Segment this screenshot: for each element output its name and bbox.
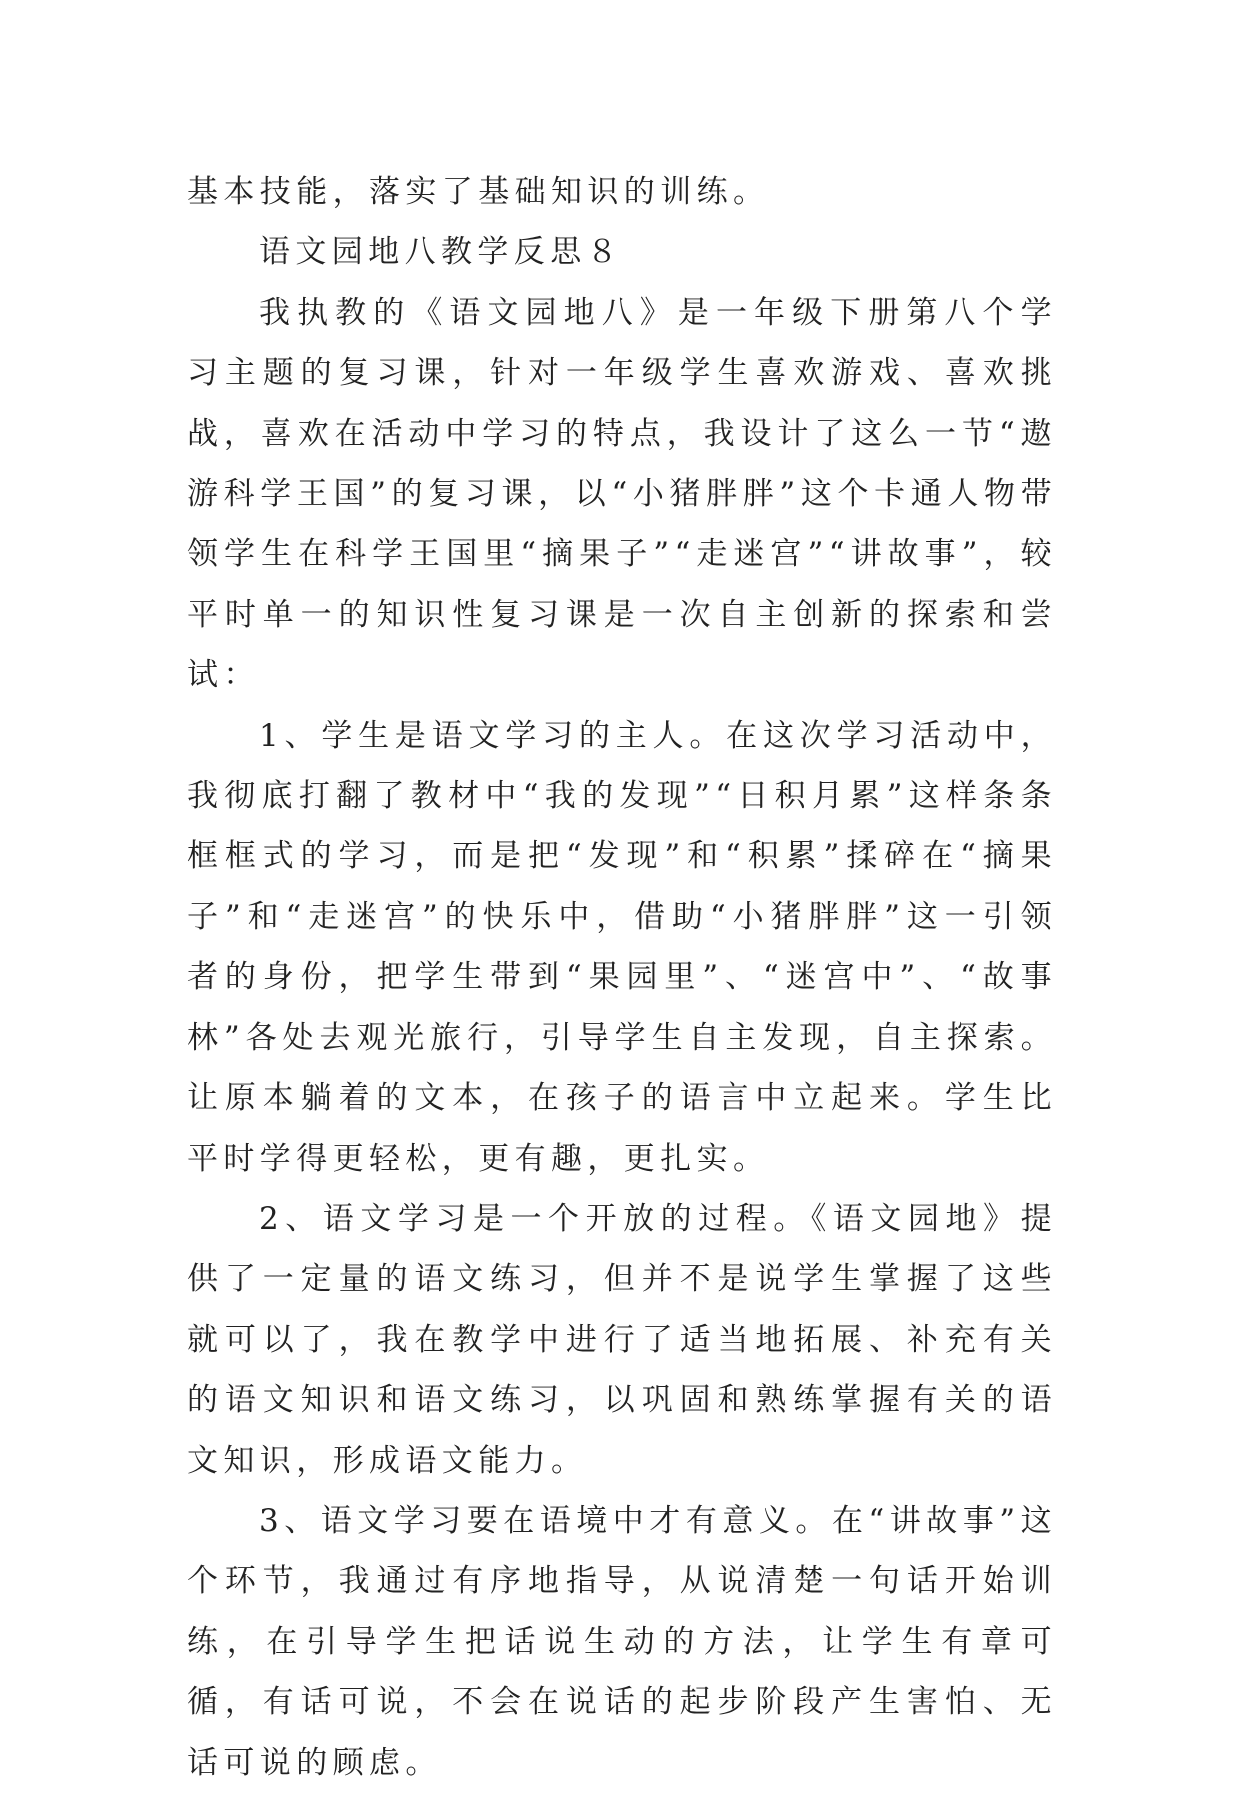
paragraph-point-2: 2、语文学习是一个开放的过程。《语文园地》提供了一定量的语文练习，但并不是说学生掌握了这些就可以了，我在教学中进行了适当地拓展、补充有关的语文知识和语文练习，以巩固和熟练掌握有关的语文知识，形成语文能力。 — [187, 1200, 1057, 1479]
paragraph-point-3: 3、语文学习要在语境中才有意义。在“讲故事”这个环节，我通过有序地指导，从说清楚一句话开始训练，在引导学生把话说生动的方法，让学生有章可循，有话可说，不会在说话的起步阶段产生害怕、无话可说的顾虑。 — [187, 1502, 1057, 1781]
section-heading: 语文园地八教学反思８ — [259, 234, 623, 271]
document-body — [187, 162, 1057, 1793]
paragraph-point-1: 1、学生是语文学习的主人。在这次学习活动中，我彻底打翻了教材中“我的发现”“日积月累”这样条条框框式的学习，而是把“发现”和“积累”揉碎在“摘果子”和“走迷宫”的快乐中，借助“小猪胖胖”这一引领者的身份，把学生带到“果园里”、“迷宫中”、“故事林”各处去观光旅行，引导学生自主发现，自主探索。让原本躺着的文本，在孩子的语言中立起来。学生比平时学得更轻松，更有趣，更扎实。 — [187, 717, 1057, 1177]
paragraph-intro: 我执教的《语文园地八》是一年级下册第八个学习主题的复习课，针对一年级学生喜欢游戏、喜欢挑战，喜欢在活动中学习的特点，我设计了这么一节“遨游科学王国”的复习课，以“小猪胖胖”这个卡通人物带领学生在科学王国里“摘果子”“走迷宫”“讲故事”，较平时单一的知识性复习课是一次自主创新的探索和尝试： — [187, 294, 1057, 694]
paragraph-continuation: 基本技能，落实了基础知识的训练。 — [187, 174, 770, 210]
